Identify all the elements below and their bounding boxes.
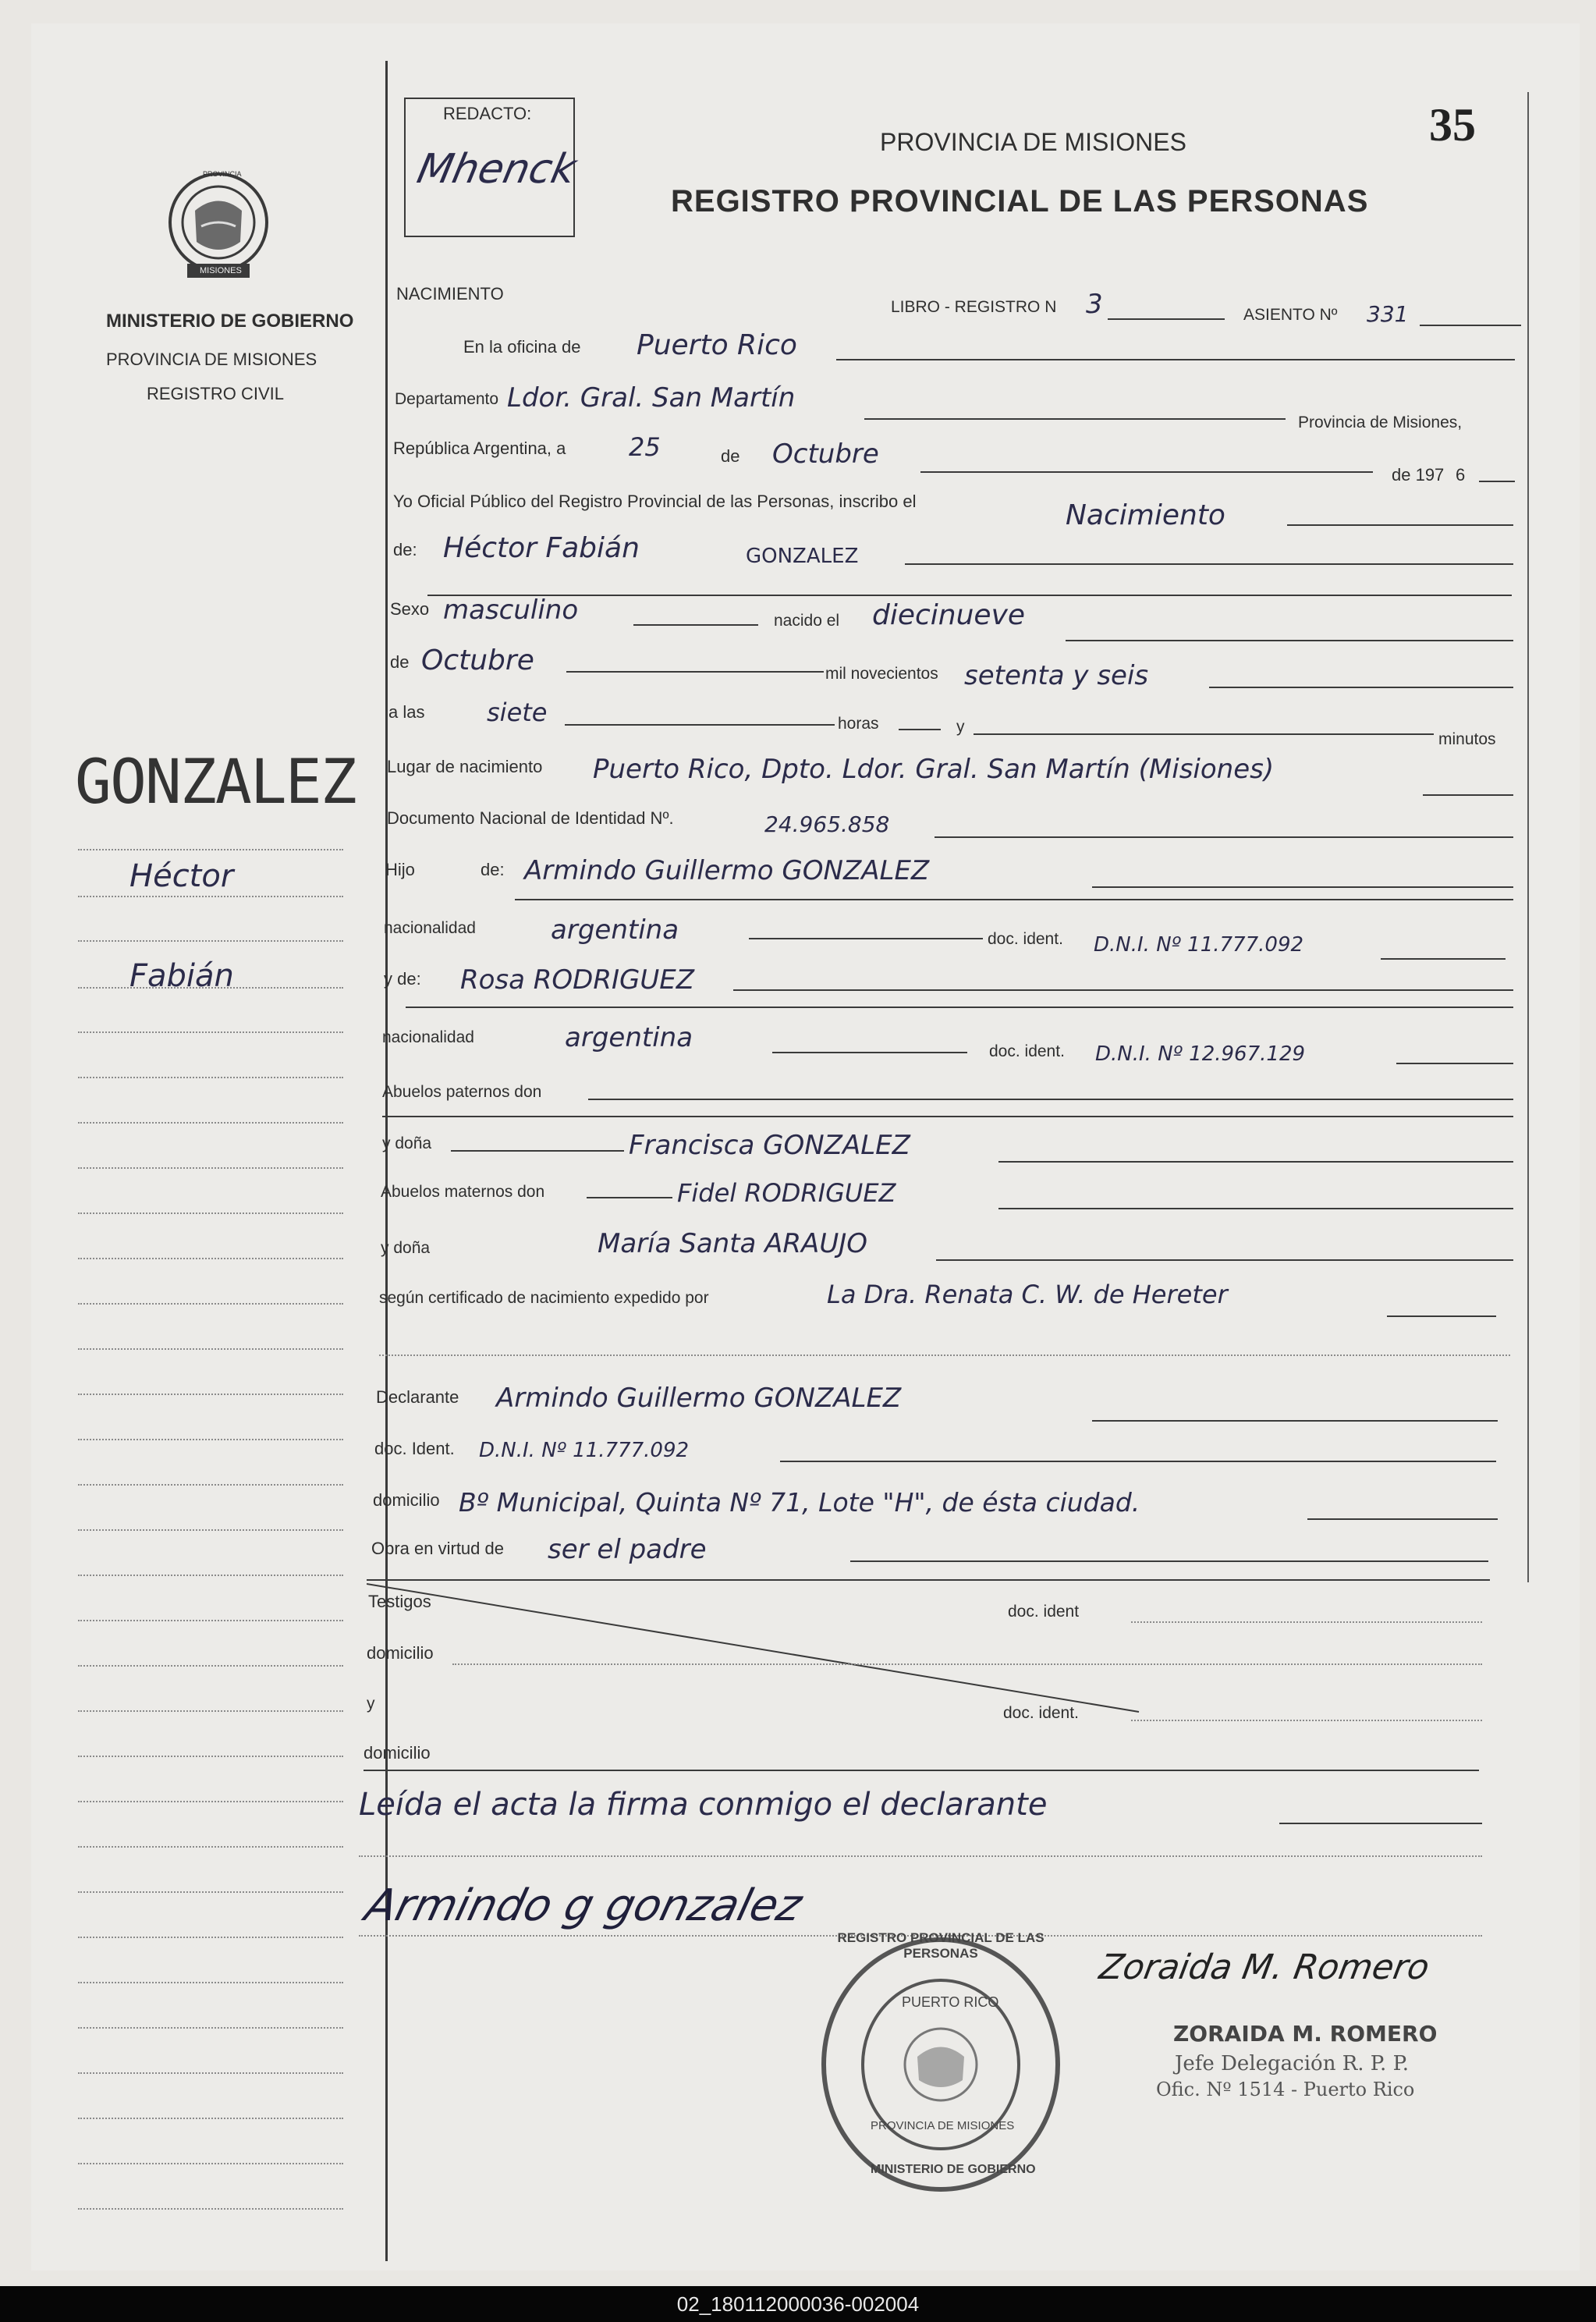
segun-label: según certificado de nacimiento expedido por (379, 1289, 709, 1307)
sexo-label: Sexo (390, 599, 430, 619)
hijo-de-label: de: (481, 860, 505, 879)
nacionalidad-madre: argentina (565, 1022, 693, 1053)
horas-label: horas (838, 715, 879, 733)
abuela-paterna-value: Francisca GONZALEZ (629, 1130, 910, 1161)
seal-text-bottom: MISIONES (200, 266, 242, 275)
doc-ident2-label: doc. Ident. (374, 1439, 455, 1458)
lugar-label: Lugar de nacimiento (387, 757, 543, 776)
domicilio2-label: domicilio (367, 1643, 434, 1663)
ministry-line2: PROVINCIA DE MISIONES (106, 350, 317, 369)
documento-label: Documento Nacional de Identidad Nº. (387, 808, 674, 828)
domicilio-value: Bº Municipal, Quinta Nº 71, Lote "H", de ésta ciudad. (459, 1487, 1140, 1518)
nombre-value: Héctor Fabián (443, 532, 640, 564)
libro-label: LIBRO - REGISTRO N (891, 298, 1057, 316)
mil-label: mil novecientos (825, 665, 938, 683)
libro-value: 3 (1086, 289, 1103, 320)
ministry-line3: REGISTRO CIVIL (147, 384, 285, 403)
y-dona-label-2: y doña (381, 1239, 431, 1257)
declarante-label: Declarante (376, 1387, 459, 1407)
minutos-label: minutos (1438, 730, 1496, 748)
doc-ident-label-2: doc. ident. (989, 1042, 1065, 1060)
segun-value: La Dra. Renata C. W. de Hereter (827, 1280, 1228, 1309)
header-province: PROVINCIA DE MISIONES (880, 128, 1186, 156)
redacto-label: REDACTO: (443, 104, 532, 123)
doc-ident-label: doc. ident. (988, 930, 1063, 948)
anio-value: 6 (1456, 465, 1466, 485)
abuelo-materno-value: Fidel RODRIGUEZ (677, 1178, 896, 1208)
official-name: ZORAIDA M. ROMERO (1173, 2021, 1438, 2047)
hora-value: siete (487, 698, 548, 727)
sexo-value: masculino (443, 595, 579, 626)
anio2-value: setenta y seis (964, 660, 1149, 691)
footer-id-bar (0, 2286, 1596, 2322)
padre-value: Armindo Guillermo GONZALEZ (524, 855, 930, 886)
de2-label: de (390, 652, 410, 672)
madre-value: Rosa RODRIGUEZ (460, 964, 695, 996)
provincial-seal (164, 164, 273, 289)
doc-ident4-label: doc. ident. (1003, 1704, 1079, 1722)
oficina-value: Puerto Rico (637, 329, 797, 361)
seal-text-top: PROVINCIA (203, 170, 242, 178)
asiento-value: 331 (1367, 301, 1409, 327)
stamp-outer-bottom: MINISTERIO DE GOBIERNO (871, 2163, 1036, 2176)
lugar-value: Puerto Rico, Dpto. Ldor. Gral. San Martín (Misiones) (593, 754, 1275, 785)
provincia-label: Provincia de Misiones, (1298, 414, 1463, 431)
official-office: Ofic. Nº 1514 - Puerto Rico (1156, 2079, 1415, 2100)
y-label: y (956, 718, 965, 736)
declarante-value: Armindo Guillermo GONZALEZ (496, 1383, 902, 1414)
obra-label: Obra en virtud de (371, 1539, 504, 1558)
y2-label: y (367, 1695, 375, 1713)
declarante-signature: Armindo g gonzalez (360, 1880, 807, 1931)
domicilio-label: domicilio (373, 1490, 440, 1510)
obra-value: ser el padre (548, 1534, 707, 1565)
doc-ident3-label: doc. ident (1008, 1603, 1080, 1621)
domicilio3-label: domicilio (364, 1743, 431, 1763)
doc-declarante-value: D.N.I. Nº 11.777.092 (479, 1439, 690, 1462)
mes-value: Octubre (772, 438, 879, 470)
nacionalidad-label-2: nacionalidad (382, 1028, 474, 1046)
margin-name2: Fabián (129, 958, 234, 994)
ministry-line1: MINISTERIO DE GOBIERNO (106, 311, 354, 332)
margin-name1: Héctor (129, 858, 234, 894)
abuela-materna-value: María Santa ARAUJO (598, 1228, 867, 1259)
doc-madre-value: D.N.I. Nº 12.967.129 (1095, 1042, 1306, 1066)
nacionalidad-padre: argentina (551, 914, 679, 946)
y-dona-label: y doña (382, 1134, 432, 1152)
testigos-label: Testigos (368, 1592, 431, 1611)
republica-label: República Argentina, a (393, 438, 566, 458)
official-title: Jefe Delegación R. P. P. (1175, 2052, 1410, 2075)
official-signature: Zoraida M. Romero (1096, 1947, 1433, 1987)
redacto-signature: Mhenck (413, 146, 580, 193)
oficina-label: En la oficina de (463, 337, 581, 357)
stamp-inner-top: PUERTO RICO (902, 1994, 999, 2010)
apellido-value: GONZALEZ (746, 545, 859, 568)
footer-id: 02_180112000036-002004 (676, 2292, 920, 2316)
de-label: de (721, 446, 740, 466)
nacido-label: nacido el (774, 612, 840, 630)
page-number: 35 (1429, 99, 1476, 151)
hijo-label: Hijo (385, 860, 415, 879)
yo-oficial-label: Yo Oficial Público del Registro Provincial de las Personas, inscribo el (393, 492, 917, 511)
leida-value: Leída el acta la firma conmigo el declarante (359, 1787, 1048, 1823)
mes2-value: Octubre (421, 644, 534, 676)
official-round-stamp (816, 1932, 1066, 2197)
stamp-inner-bottom: PROVINCIA DE MISIONES (871, 2119, 1015, 2132)
departamento-value: Ldor. Gral. San Martín (507, 382, 796, 414)
de-nombre-label: de: (393, 540, 417, 559)
abuelos-maternos-label: Abuelos maternos don (381, 1183, 545, 1201)
asiento-label: ASIENTO Nº (1243, 306, 1338, 324)
a-las-label: a las (388, 702, 425, 722)
header-title: REGISTRO PROVINCIAL DE LAS PERSONAS (671, 184, 1369, 218)
doc-padre-value: D.N.I. Nº 11.777.092 (1094, 933, 1304, 957)
stamp-outer-top: REGISTRO PROVINCIAL DE LAS PERSONAS (837, 1930, 1044, 1961)
abuelos-paternos-label: Abuelos paternos don (382, 1083, 542, 1101)
form-right-border (1527, 92, 1529, 1582)
nacido-value: diecinueve (872, 599, 1026, 631)
dia-value: 25 (629, 432, 661, 462)
anio-label: de 197 (1392, 465, 1445, 485)
departamento-label: Departamento (395, 390, 499, 408)
margin-surname: GONZALEZ (75, 747, 356, 818)
form-left-border (385, 61, 388, 2261)
nacimiento-label: NACIMIENTO (396, 284, 504, 304)
redacto-box (404, 98, 580, 237)
inscribo-value: Nacimiento (1066, 499, 1225, 531)
y-de-label: y de: (384, 969, 421, 989)
nacionalidad-label: nacionalidad (384, 919, 476, 937)
documento-value: 24.965.858 (764, 811, 890, 837)
